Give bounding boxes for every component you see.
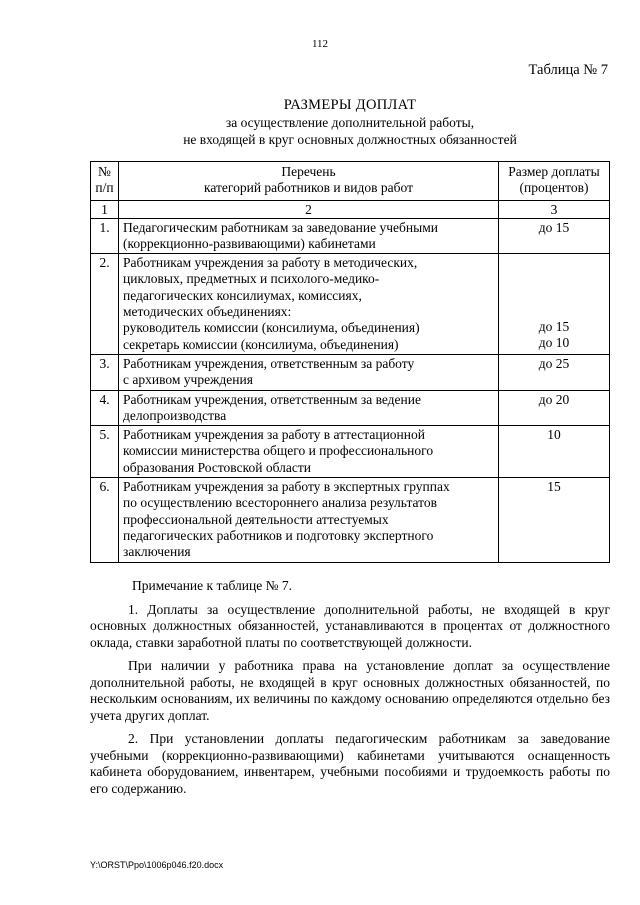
row-category: Педагогическим работникам за заведование учебными (коррекционно-развивающими) кабинетами [119,218,499,254]
column-number: 2 [119,200,499,218]
table-row [91,254,610,355]
row-category: Работникам учреждения за работу в методических, цикловых, предметных и психолого-медико- педагогических консилиумах, комиссиях, методических объединениях: руководитель комиссии (консилиума, объединения) секретарь комиссии (консилиума, объединения) [119,254,499,355]
title-line-3: не входящей в круг основных должностных обязанностей [183,132,517,147]
sub-item-value: до 15 [538,319,570,335]
table-label: Таблица № 7 [528,62,608,78]
document-title [0,96,640,148]
notes-heading: Примечание к таблице № 7. [132,578,292,593]
row-value: 10 [499,426,610,478]
column-number: 3 [499,200,610,218]
row-value: до 15 [499,218,610,254]
sub-item-value: до 10 [538,335,570,351]
sub-item-label: секретарь комиссии (консилиума, объединения) [123,336,399,352]
rates-table [90,161,610,563]
footer-file-path: Y:\ORST\Ppo\1006p046.f20.docx [90,860,224,870]
column-number: 1 [91,200,119,218]
row-number: 1. [91,218,119,254]
row-number: 3. [91,354,119,390]
sub-item-label: руководитель комиссии (консилиума, объединения) [123,320,420,336]
table-row [91,354,610,390]
row-value: до 25 [499,354,610,390]
table-row [91,218,610,254]
title-line-1: РАЗМЕРЫ ДОПЛАТ [283,97,417,113]
note-paragraph: При наличии у работника права на установление доплат за осуществление дополнительной работы, не входящей в круг основных должностных обязанностей, по нескольким основаниям, их величины по каждому основанию определяются отдельно без учета других доплат. [90,658,610,723]
notes-section [90,578,610,797]
header-size: Размер доплаты (процентов) [499,162,610,201]
table-row [91,426,610,478]
row-category: Работникам учреждения за работу в аттестационной комиссии министерства общего и профессионального образования Ростовской области [119,426,499,478]
table-row [91,390,610,426]
row-value [499,254,610,355]
row-value: до 20 [499,390,610,426]
header-category: Перечень категорий работников и видов работ [119,162,499,201]
table-row [91,478,610,562]
row-number: 4. [91,390,119,426]
row-number: 2. [91,254,119,355]
row-number: 6. [91,478,119,562]
note-paragraph: 1. Доплаты за осуществление дополнительной работы, не входящей в круг основных должностных обязанностей, устанавливаются в процентах от должностного оклада, ставки заработной платы по соответствующей должности. [90,601,610,650]
row-category: Работникам учреждения, ответственным за работу с архивом учреждения [119,354,499,390]
column-number-row [91,200,610,218]
title-line-2: за осуществление дополнительной работы, [225,115,475,130]
row-category: Работникам учреждения за работу в экспертных группах по осуществлению всестороннего анализа результатов профессиональной деятельности аттестуемых педагогических работников и подготовку экспертного заключения [119,478,499,562]
row-number: 5. [91,426,119,478]
row-category: Работникам учреждения, ответственным за ведение делопроизводства [119,390,499,426]
page-number: 112 [311,38,329,50]
note-paragraph: 2. При установлении доплаты педагогическим работникам за заведование учебными (коррекционно-развивающими) кабинетами учитываются оснащенность кабинета оборудованием, инвентарем, учебными пособиями и трудоемкость работы по его содержанию. [90,731,610,796]
table-header-row [91,162,610,201]
row-value: 15 [499,478,610,562]
header-num: № п/п [91,162,119,201]
